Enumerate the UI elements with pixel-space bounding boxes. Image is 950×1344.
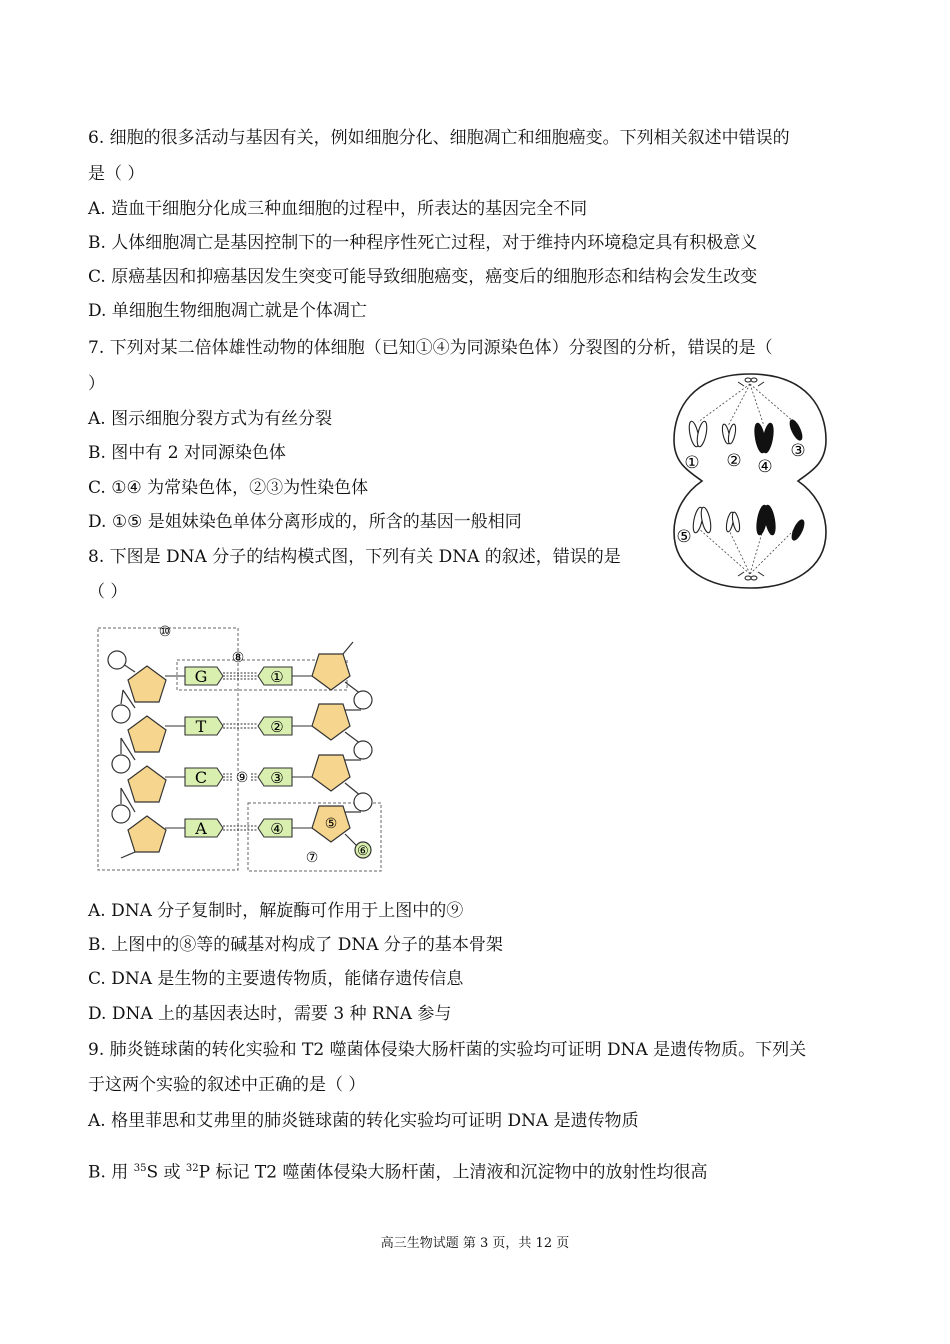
cell-division-figure: [668, 370, 834, 592]
chromosome-1-upper: [687, 420, 708, 447]
chromosome-4-upper: [753, 422, 775, 453]
base-t: T: [195, 717, 207, 736]
q6-option-c: C. 原癌基因和抑癌基因发生突变可能导致细胞癌变，癌变后的细胞形态和结构会发生改变: [88, 267, 758, 287]
label-5: ⑤: [676, 527, 692, 547]
label-2: ②: [726, 451, 742, 471]
chromosome-2-lower: [725, 512, 741, 533]
left-bases: [165, 667, 223, 837]
dna-structure-figure: [95, 620, 390, 876]
q9-stem-line2: 于这两个实验的叙述中正确的是（ ）: [88, 1075, 366, 1095]
q6-option-d: D. 单细胞生物细胞凋亡就是个体凋亡: [88, 301, 367, 321]
q6-option-b: B. 人体细胞凋亡是基因控制下的一种程序性死亡过程，对于维持内环境稳定具有积极意义: [88, 233, 758, 253]
base-a: A: [195, 819, 207, 838]
q8-option-d: D. DNA 上的基因表达时，需要 3 种 RNA 参与: [88, 1004, 452, 1024]
q9-option-a: A. 格里菲思和艾弗里的肺炎链球菌的转化实验均可证明 DNA 是遗传物质: [88, 1111, 639, 1131]
q7-option-c: C. ①④ 为常染色体，②③为性染色体: [88, 478, 369, 498]
q9-stem-line1: 9. 肺炎链球菌的转化实验和 T2 噬菌体侵染大肠杆菌的实验均可证明 DNA 是遗传物质。下列关: [88, 1040, 807, 1060]
q8-option-c: C. DNA 是生物的主要遗传物质，能储存遗传信息: [88, 969, 464, 989]
label-6: ⑥: [357, 844, 369, 859]
chromosome-3-upper: [788, 418, 805, 441]
q7-option-d: D. ①⑤ 是姐妹染色单体分离形成的，所含的基因一般相同: [88, 512, 522, 532]
q7-stem-line2: ）: [88, 374, 105, 394]
base-3: ③: [270, 769, 284, 787]
q8-stem-line2: （ ）: [88, 582, 128, 602]
q6-stem-line1: 6. 细胞的很多活动与基因有关，例如细胞分化、细胞凋亡和细胞癌变。下列相关叙述中错误的: [88, 128, 790, 148]
q9-option-b-sulfur: S 或: [146, 1162, 186, 1183]
label-1: ①: [684, 453, 700, 473]
page-footer: 高三生物试题 第 3 页，共 12 页: [380, 1236, 570, 1251]
chromosome-3-lower: [790, 518, 807, 541]
q9-option-b-rest: P 标记 T2 噬菌体侵染大肠杆菌，上清液和沉淀物中的放射性均很高: [198, 1162, 708, 1183]
q6-stem-line2: 是（ ）: [88, 164, 145, 184]
q9-option-b: [88, 1157, 707, 1185]
q7-option-b: B. 图中有 2 对同源染色体: [88, 443, 286, 463]
q9-option-b-prefix: B. 用: [88, 1162, 134, 1183]
right-bases: [258, 667, 313, 837]
label-7: ⑦: [305, 850, 319, 866]
phosphorus-mass-number: 32: [185, 1163, 199, 1174]
label-5: ⑤: [324, 816, 338, 832]
label-3: ③: [790, 441, 806, 461]
q7-stem-line1: 7. 下列对某二倍体雄性动物的体细胞（已知①④为同源染色体）分裂图的分析，错误的是（: [88, 338, 773, 358]
chromosome-2-upper: [721, 424, 737, 445]
right-sugars: [312, 654, 350, 842]
label-8: ⑧: [231, 650, 245, 666]
base-g: G: [194, 667, 208, 686]
base-c: C: [194, 768, 208, 787]
q8-stem-line1: 8. 下图是 DNA 分子的结构模式图，下列有关 DNA 的叙述，错误的是: [88, 547, 621, 567]
chromosome-5-lower: [691, 506, 712, 533]
cell-membrane: [674, 374, 826, 588]
label-9: ⑨: [235, 770, 249, 786]
base-2: ②: [270, 718, 284, 736]
label-10: ⑩: [158, 624, 172, 640]
base-4: ④: [270, 820, 284, 838]
base-1: ①: [270, 668, 284, 686]
q8-option-a: A. DNA 分子复制时，解旋酶可作用于上图中的⑨: [88, 901, 464, 921]
label-4: ④: [757, 457, 773, 477]
hydrogen-bonds: [223, 673, 258, 830]
sulfur-mass-number: 35: [133, 1163, 147, 1174]
spindle-fibers: [698, 384, 794, 574]
q7-option-a: A. 图示细胞分裂方式为有丝分裂: [88, 409, 333, 429]
q8-option-b: B. 上图中的⑧等的碱基对构成了 DNA 分子的基本骨架: [88, 935, 503, 955]
q6-option-a: A. 造血干细胞分化成三种血细胞的过程中，所表达的基因完全不同: [88, 199, 588, 219]
chromosome-4-lower: [755, 504, 777, 535]
